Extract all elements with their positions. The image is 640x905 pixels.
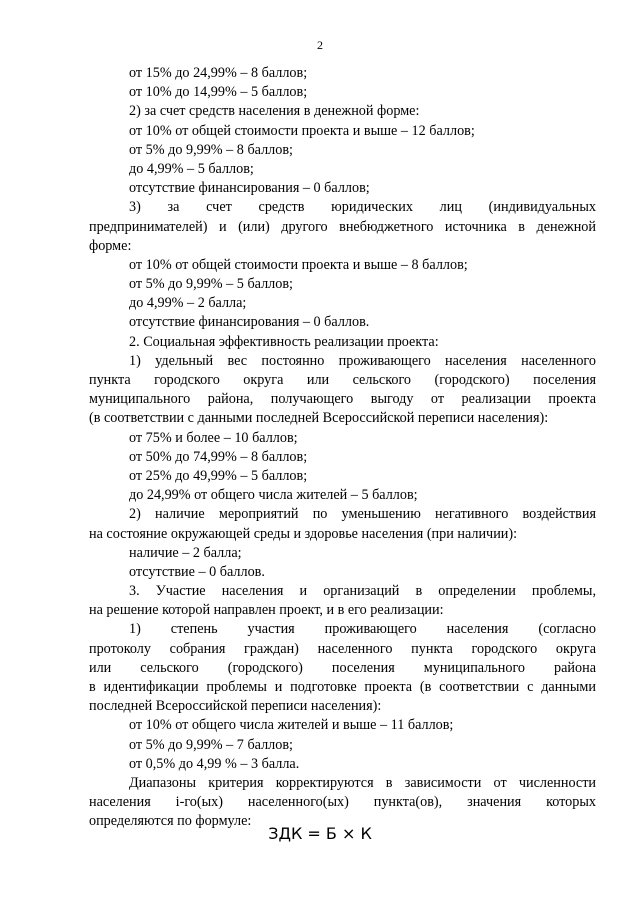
- text-line: 2) наличие мероприятий по уменьшению негативного воздействия: [129, 506, 596, 523]
- text-line: от 25% до 49,99% – 5 баллов;: [129, 467, 308, 484]
- text-line: 1) удельный вес постоянно проживающего населения населенного: [129, 352, 596, 369]
- text-line: определяются по формуле:: [89, 813, 252, 830]
- text-line: предпринимателей) и (или) другого внебюджетного источника в денежной: [89, 218, 596, 235]
- text-line: до 4,99% – 5 баллов;: [129, 160, 254, 177]
- text-line: отсутствие финансирования – 0 баллов.: [129, 314, 370, 331]
- text-line: 3) за счет средств юридических лиц (индивидуальных: [129, 199, 596, 216]
- text-line: отсутствие финансирования – 0 баллов;: [129, 180, 370, 197]
- formula: ЗДК = Б × К: [268, 824, 372, 843]
- text-line: на состояние окружающей среды и здоровье населения (при наличии):: [89, 525, 518, 542]
- text-line: населения i-го(ых) населенного(ых) пункта(ов), значения которых: [89, 794, 596, 811]
- text-line: (в соответствии с данными последней Всероссийской переписи населения):: [89, 410, 549, 427]
- text-line: от 5% до 9,99% – 7 баллов;: [129, 736, 293, 753]
- text-line: 2) за счет средств населения в денежной форме:: [129, 103, 420, 120]
- text-line: от 0,5% до 4,99 % – 3 балла.: [129, 755, 300, 772]
- text-line: 2. Социальная эффективность реализации проекта:: [129, 333, 439, 350]
- text-line: от 5% до 9,99% – 8 баллов;: [129, 141, 293, 158]
- text-line: от 50% до 74,99% – 8 баллов;: [129, 448, 308, 465]
- text-line: 1) степень участия проживающего населения (согласно: [129, 621, 596, 638]
- text-line: пункта городского округа или сельского (городского) поселения: [89, 372, 596, 388]
- text-line: на решение которой направлен проект, и в его реализации:: [89, 602, 444, 619]
- text-line: 3. Участие населения и организаций в определении проблемы,: [129, 583, 596, 600]
- text-line: последней Всероссийской переписи населения):: [89, 698, 382, 715]
- text-line: от 10% от общей стоимости проекта и выше – 8 баллов;: [129, 256, 468, 273]
- text-line: от 10% от общего числа жителей и выше – 11 баллов;: [129, 717, 454, 734]
- text-line: от 10% до 14,99% – 5 баллов;: [129, 84, 308, 101]
- text-line: от 75% и более – 10 баллов;: [129, 429, 298, 446]
- document-body: [89, 64, 596, 832]
- text-line: или сельского (городского) поселения муниципального района: [89, 659, 596, 676]
- page-number: 2: [317, 38, 323, 52]
- text-line: форме:: [89, 237, 132, 254]
- text-line: до 24,99% от общего числа жителей – 5 баллов;: [129, 487, 418, 504]
- text-line: от 5% до 9,99% – 5 баллов;: [129, 276, 293, 293]
- text-line: отсутствие – 0 баллов.: [129, 563, 265, 580]
- text-line: в идентификации проблемы и подготовке проекта (в соответствии с данными: [89, 679, 596, 695]
- text-line: от 10% от общей стоимости проекта и выше – 12 баллов;: [129, 122, 475, 139]
- text-line: муниципального района, получающего выгоду от реализации проекта: [89, 391, 596, 408]
- text-line: наличие – 2 балла;: [129, 544, 242, 561]
- text-line: от 15% до 24,99% – 8 баллов;: [129, 65, 308, 81]
- text-line: протоколу собрания граждан) населенного пункта городского округа: [89, 640, 596, 657]
- text-line: до 4,99% – 2 балла;: [129, 295, 247, 312]
- text-line: Диапазоны критерия корректируются в зависимости от численности: [129, 774, 596, 791]
